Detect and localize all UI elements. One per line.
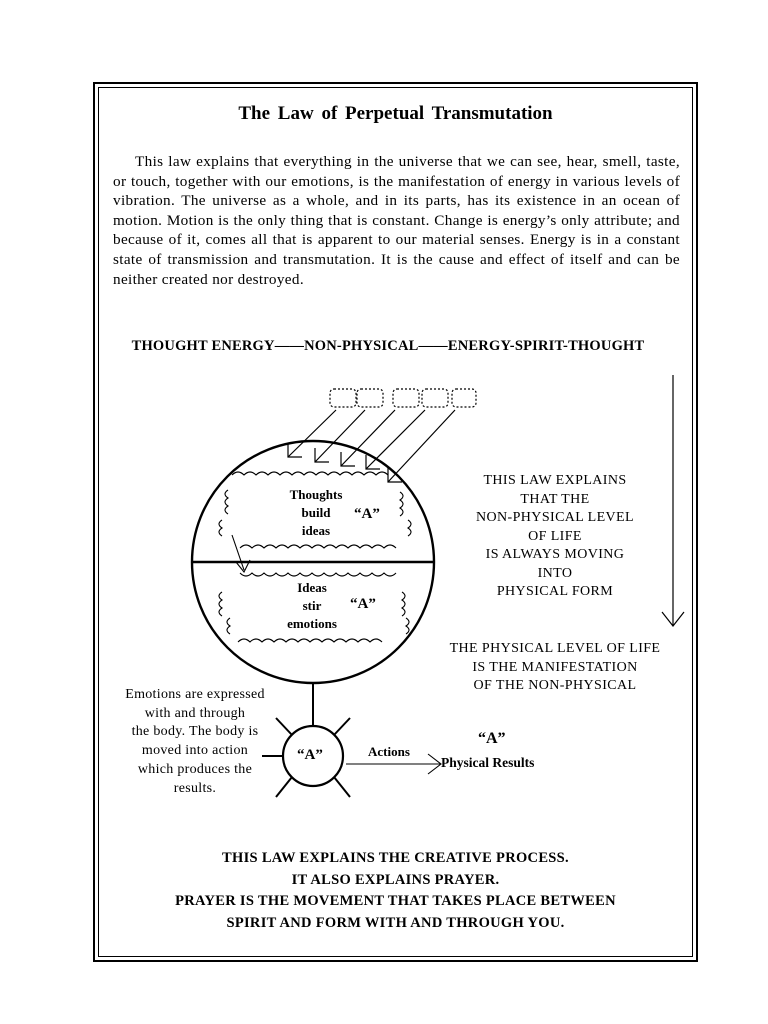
- lower-half-label: [272, 579, 352, 633]
- down-arrow: [662, 375, 684, 626]
- arrow-3: [341, 410, 395, 466]
- body-a-mark: “A”: [297, 747, 323, 763]
- results-a-mark: “A”: [478, 730, 506, 747]
- arrow-2: [315, 410, 365, 462]
- page-title: The Law of Perpetual Transmutation: [238, 103, 553, 124]
- physical-line-1: THE PHYSICAL LEVEL OF LIFE: [449, 641, 661, 656]
- law-line-4: OF LIFE: [528, 528, 582, 544]
- emotions-line-5: which produces the: [137, 761, 253, 777]
- lower-line-2: stir: [302, 598, 322, 613]
- emotions-text: [110, 686, 280, 798]
- bottom-line-3: PRAYER IS THE MOVEMENT THAT TAKES PLACE BETWEEN: [175, 893, 616, 909]
- law-explains-text: [465, 472, 645, 602]
- actions-label: Actions: [368, 744, 410, 759]
- upper-line-1: Thoughts: [289, 487, 343, 502]
- thought-cloud-4: [422, 389, 448, 407]
- upper-a-mark: “A”: [354, 506, 380, 522]
- bottom-line-1: THIS LAW EXPLAINS THE CREATIVE PROCESS.: [222, 850, 569, 866]
- emotions-line-6: results.: [173, 780, 217, 796]
- upper-line-2: build: [301, 505, 331, 520]
- incoming-thought-arrows: [288, 410, 455, 482]
- thought-energy-heading: THOUGHT ENERGY——NON-PHYSICAL——ENERGY-SPIRIT-THOUGHT: [131, 338, 645, 354]
- arrow-4: [366, 410, 425, 469]
- emotions-line-1: Emotions are expressed: [125, 687, 265, 702]
- arrow-1: [288, 410, 336, 457]
- bottom-statement: [98, 848, 693, 934]
- law-line-2: THAT THE: [520, 491, 590, 507]
- bottom-line-2: IT ALSO EXPLAINS PRAYER.: [291, 871, 500, 888]
- law-line-3: NON-PHYSICAL LEVEL: [476, 510, 634, 525]
- law-line-6: INTO: [537, 565, 573, 581]
- law-line-1: THIS LAW EXPLAINS: [483, 473, 627, 488]
- upper-half-label: [276, 486, 356, 540]
- lower-line-3: emotions: [287, 616, 337, 631]
- thought-cloud-2: [357, 389, 383, 407]
- arrow-5: [388, 410, 455, 482]
- upper-line-3: ideas: [301, 523, 331, 538]
- lower-a-mark: “A”: [350, 596, 376, 612]
- emotions-line-4: moved into action: [141, 743, 249, 759]
- transmutation-arrow: [232, 535, 250, 572]
- physical-line-2: IS THE MANIFESTATION: [472, 659, 638, 675]
- physical-results-label: Physical Results: [441, 755, 535, 770]
- law-line-5: IS ALWAYS MOVING: [485, 547, 625, 562]
- thought-cloud-3: [393, 389, 419, 407]
- law-line-7: PHYSICAL FORM: [496, 584, 614, 599]
- thought-cloud-5: [452, 389, 476, 407]
- emotions-line-2: with and through: [144, 705, 246, 721]
- physical-level-text: [425, 640, 685, 696]
- bottom-line-4: SPIRIT AND FORM WITH AND THROUGH YOU.: [226, 914, 565, 931]
- emotions-line-3: the body. The body is: [131, 724, 259, 740]
- physical-line-3: OF THE NON-PHYSICAL: [473, 678, 637, 693]
- thought-clouds: [330, 389, 476, 407]
- lower-line-1: Ideas: [297, 580, 327, 595]
- intro-text: This law explains that everything in the universe that we can see, hear, smell, taste, or touch, together with our emotions, is the manifestation of energy in various levels of vibration. The universe as a whole, and in its parts, has its existence in an ocean of motion. Motion is the only thing that is constant. Change is energy’s only attribute; and because of it, comes all that is apparent to our material senses. Energy is in a constant state of transmission and transmutation. It is the cause and effect of itself and can be neither created nor destroyed.: [113, 153, 680, 288]
- thought-cloud-1: [330, 389, 356, 407]
